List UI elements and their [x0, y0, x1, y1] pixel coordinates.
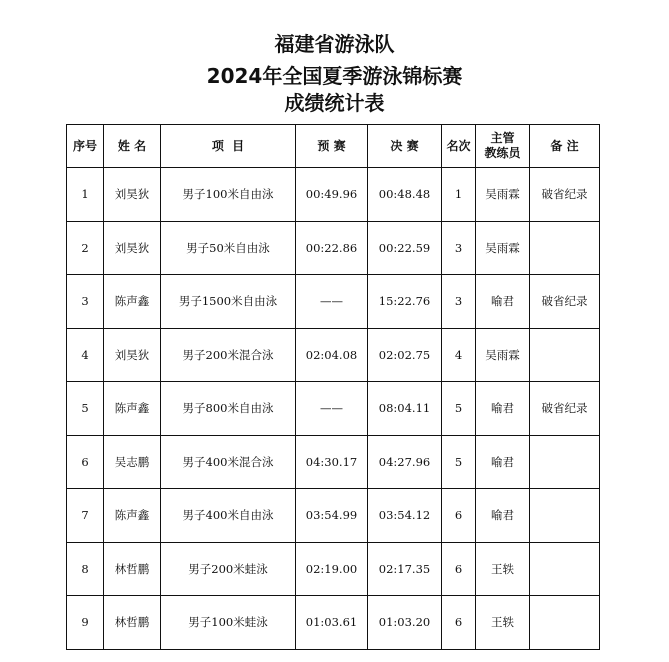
table-row	[67, 542, 600, 596]
cell-event: 男子400米自由泳	[161, 489, 296, 543]
cell-coach: 喻君	[476, 382, 530, 436]
table-row	[67, 596, 600, 650]
table-row	[67, 489, 600, 543]
cell-remark: 破省纪录	[530, 382, 600, 436]
cell-prelim: 01:03.61	[296, 596, 368, 650]
cell-event: 男子50米自由泳	[161, 221, 296, 275]
cell-prelim: 00:22.86	[296, 221, 368, 275]
cell-index: 4	[67, 328, 104, 382]
cell-event: 男子200米蛙泳	[161, 542, 296, 596]
table-row	[67, 435, 600, 489]
header-coach-line1: 主管	[490, 131, 515, 145]
cell-prelim: ——	[296, 275, 368, 329]
cell-remark: 破省纪录	[530, 275, 600, 329]
cell-coach: 吴雨霖	[476, 328, 530, 382]
cell-event: 男子1500米自由泳	[161, 275, 296, 329]
cell-rank: 6	[442, 489, 476, 543]
cell-remark	[530, 328, 600, 382]
cell-remark	[530, 435, 600, 489]
table-title: 成绩统计表	[284, 91, 385, 115]
cell-event: 男子200米混合泳	[161, 328, 296, 382]
cell-remark: 破省纪录	[530, 168, 600, 222]
header-rank: 名次	[442, 125, 476, 168]
cell-prelim: 00:49.96	[296, 168, 368, 222]
cell-event: 男子800米自由泳	[161, 382, 296, 436]
header-event: 项 目	[161, 125, 296, 168]
cell-name: 吴志鹏	[104, 435, 161, 489]
cell-coach: 王轶	[476, 542, 530, 596]
header-prelim: 预 赛	[296, 125, 368, 168]
cell-prelim: ——	[296, 382, 368, 436]
cell-final: 08:04.11	[368, 382, 442, 436]
cell-rank: 6	[442, 596, 476, 650]
cell-name: 刘昊狄	[104, 328, 161, 382]
table-row	[67, 328, 600, 382]
table-row	[67, 221, 600, 275]
header-index: 序号	[67, 125, 104, 168]
cell-coach: 喻君	[476, 435, 530, 489]
cell-remark	[530, 596, 600, 650]
cell-index: 1	[67, 168, 104, 222]
cell-coach: 吴雨霖	[476, 168, 530, 222]
cell-index: 2	[67, 221, 104, 275]
cell-final: 03:54.12	[368, 489, 442, 543]
cell-rank: 3	[442, 221, 476, 275]
cell-index: 3	[67, 275, 104, 329]
cell-final: 01:03.20	[368, 596, 442, 650]
header-coach-line2: 教练员	[484, 146, 521, 160]
cell-final: 00:48.48	[368, 168, 442, 222]
cell-rank: 5	[442, 435, 476, 489]
cell-final: 15:22.76	[368, 275, 442, 329]
team-title: 福建省游泳队	[274, 32, 395, 56]
competition-title: 2024年全国夏季游泳锦标赛	[206, 64, 463, 88]
cell-name: 林哲鹏	[104, 542, 161, 596]
header-remark: 备 注	[530, 125, 600, 168]
cell-final: 04:27.96	[368, 435, 442, 489]
cell-coach: 喻君	[476, 489, 530, 543]
header-row	[67, 125, 600, 168]
cell-coach: 吴雨霖	[476, 221, 530, 275]
cell-rank: 3	[442, 275, 476, 329]
cell-rank: 1	[442, 168, 476, 222]
table-row	[67, 382, 600, 436]
cell-event: 男子400米混合泳	[161, 435, 296, 489]
cell-rank: 4	[442, 328, 476, 382]
cell-remark	[530, 542, 600, 596]
cell-final: 02:17.35	[368, 542, 442, 596]
cell-index: 6	[67, 435, 104, 489]
cell-name: 刘昊狄	[104, 168, 161, 222]
header-coach	[476, 125, 530, 168]
cell-name: 陈声鑫	[104, 382, 161, 436]
cell-prelim: 02:04.08	[296, 328, 368, 382]
cell-index: 9	[67, 596, 104, 650]
cell-remark	[530, 489, 600, 543]
header-name: 姓 名	[104, 125, 161, 168]
cell-name: 陈声鑫	[104, 275, 161, 329]
table-row	[67, 168, 600, 222]
cell-name: 林哲鹏	[104, 596, 161, 650]
cell-prelim: 04:30.17	[296, 435, 368, 489]
cell-prelim: 02:19.00	[296, 542, 368, 596]
cell-name: 刘昊狄	[104, 221, 161, 275]
cell-prelim: 03:54.99	[296, 489, 368, 543]
cell-name: 陈声鑫	[104, 489, 161, 543]
table-row	[67, 275, 600, 329]
cell-final: 02:02.75	[368, 328, 442, 382]
cell-event: 男子100米自由泳	[161, 168, 296, 222]
cell-final: 00:22.59	[368, 221, 442, 275]
cell-event: 男子100米蛙泳	[161, 596, 296, 650]
cell-index: 5	[67, 382, 104, 436]
cell-remark	[530, 221, 600, 275]
cell-index: 8	[67, 542, 104, 596]
header-final: 决 赛	[368, 125, 442, 168]
results-table	[66, 124, 600, 650]
cell-coach: 喻君	[476, 275, 530, 329]
cell-index: 7	[67, 489, 104, 543]
cell-rank: 5	[442, 382, 476, 436]
cell-coach: 王轶	[476, 596, 530, 650]
cell-rank: 6	[442, 542, 476, 596]
